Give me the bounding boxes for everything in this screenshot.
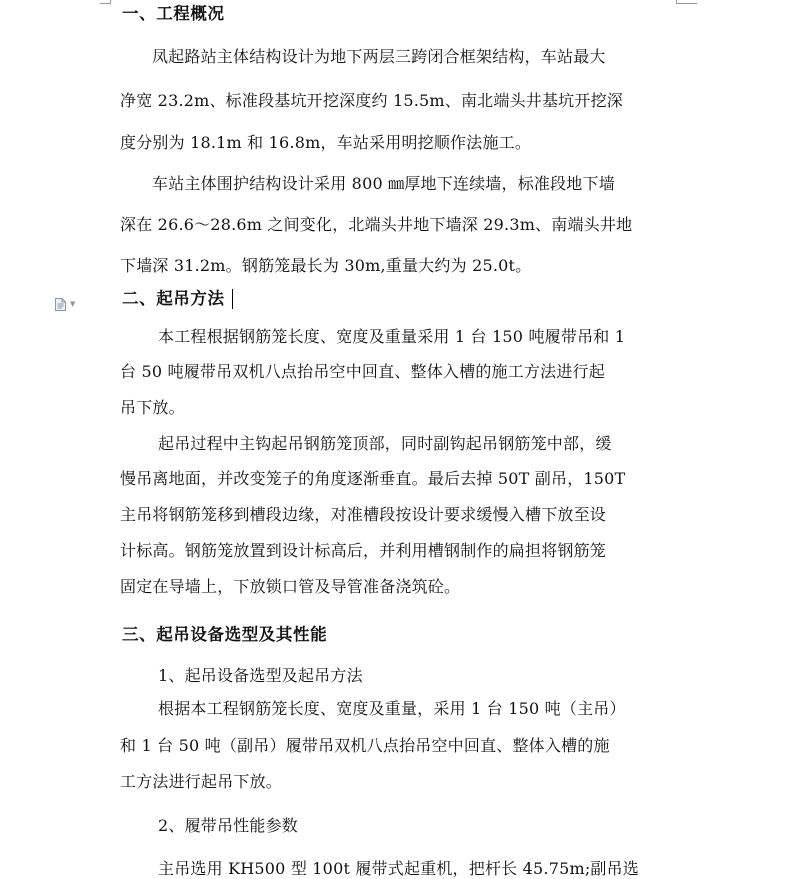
chevron-down-icon: ▼ (70, 299, 76, 308)
section-1-heading: 一、工程概况 (122, 4, 225, 23)
section-3-p1-line-3: 工方法进行起吊下放。 (120, 772, 283, 791)
section-1-p2-line-3: 下墙深 31.2m。钢筋笼最长为 30m,重量大约为 25.0t。 (120, 256, 532, 275)
section-1-p2-line-2: 深在 26.6～28.6m 之间变化，北端头井地下墙深 29.3m、南端头井地 (120, 215, 633, 234)
text-cursor (232, 289, 233, 309)
section-2-p2-line-3: 主吊将钢筋笼移到槽段边缘，对准槽段按设计要求缓慢入槽下放至设 (120, 505, 607, 524)
section-2-p2-line-1: 起吊过程中主钩起吊钢筋笼顶部，同时副钩起吊钢筋笼中部，缓 (158, 434, 612, 453)
section-2-p2-line-4: 计标高。钢筋笼放置到设计标高后，并利用槽钢制作的扁担将钢筋笼 (120, 541, 607, 560)
section-1-p1-line-1: 凤起路站主体结构设计为地下两层三跨闭合框架结构，车站最大 (152, 47, 606, 66)
document-icon (54, 297, 67, 312)
section-2-p1-line-2: 台 50 吨履带吊双机八点抬吊空中回直、整体入槽的施工方法进行起 (120, 362, 605, 381)
section-2-p2-line-2: 慢吊离地面，并改变笼子的角度逐渐垂直。最后去掉 50T 副吊，150T (120, 469, 626, 488)
section-2-p1-line-1: 本工程根据钢筋笼长度、宽度及重量采用 1 台 150 吨履带吊和 1 (158, 327, 626, 346)
section-3-p1-line-2: 和 1 台 50 吨（副吊）履带吊双机八点抬吊空中回直、整体入槽的施 (120, 736, 610, 755)
section-1-p2-line-1: 车站主体围护结构设计采用 800 ㎜厚地下连续墙，标准段地下墙 (152, 174, 615, 193)
paragraph-options-button[interactable] (54, 296, 80, 312)
section-1-p1-line-2: 净宽 23.2m、标准段基坑开挖深度约 15.5m、南北端头井基坑开挖深 (120, 91, 623, 110)
section-3-p2-line-1: 主吊选用 KH500 型 100t 履带式起重机，把杆长 45.75m;副吊选 (158, 859, 640, 878)
section-2-heading: 二、起吊方法 (122, 289, 225, 308)
section-2-p1-line-3: 吊下放。 (120, 398, 185, 417)
section-2-p2-line-5: 固定在导墙上，下放锁口管及导管准备浇筑砼。 (120, 577, 461, 596)
section-3-subheading-2: 2、履带吊性能参数 (158, 816, 298, 835)
section-3-heading: 三、起吊设备选型及其性能 (122, 625, 328, 644)
page-corner-mark-right (676, 0, 697, 4)
section-3-p1-line-1: 根据本工程钢筋笼长度、宽度及重量，采用 1 台 150 吨（主吊） (158, 699, 626, 718)
page-corner-mark-left (100, 0, 111, 4)
section-1-p1-line-3: 度分别为 18.1m 和 16.8m，车站采用明挖顺作法施工。 (120, 133, 532, 152)
section-3-subheading-1: 1、起吊设备选型及起吊方法 (158, 666, 363, 685)
